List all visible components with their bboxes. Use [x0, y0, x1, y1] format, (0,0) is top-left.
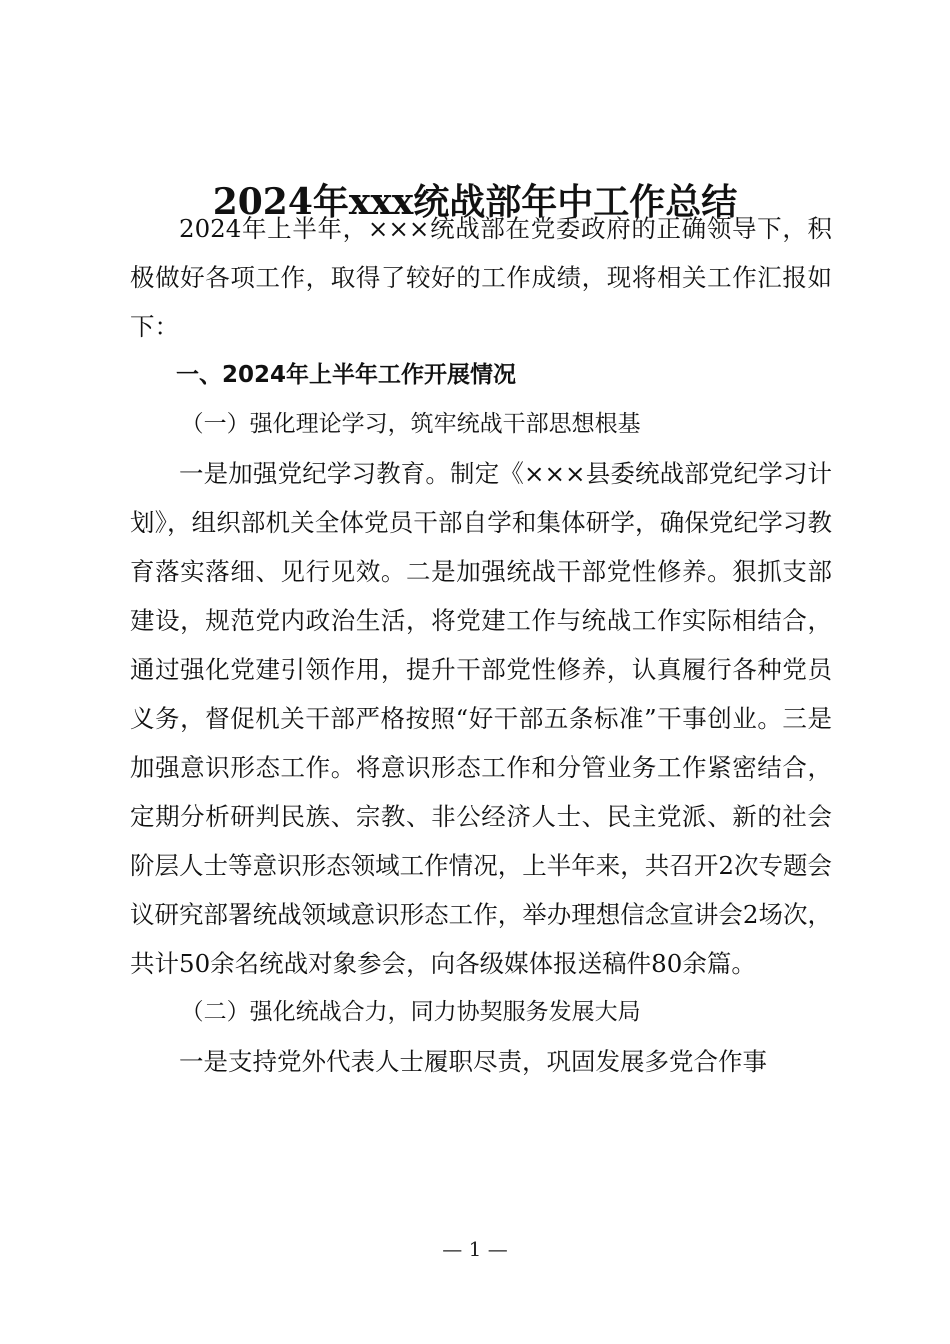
page-number: — 1 —	[442, 1237, 508, 1261]
document-body	[130, 204, 832, 1086]
subsection-heading-1: （一）强化理论学习，筑牢统战干部思想根基	[180, 411, 641, 437]
body-paragraph-1: 一是加强党纪学习教育。制定《×××县委统战部党纪学习计划》，组织部机关全体党员干部自学和集体研学，确保党纪学习教育落实落细、见行见效。二是加强统战干部党性修养。狠抓支部建设，规范党内政治生活，将党建工作与统战工作实际相结合，通过强化党建引领作用，提升干部党性修养，认真履行各种党员义务，督促机关干部严格按照“好干部五条标准”干事创业。三是加强意识形态工作。将意识形态工作和分管业务工作紧密结合，定期分析研判民族、宗教、非公经济人士、民主党派、新的社会阶层人士等意识形态领域工作情况，上半年来，共召开2次专题会议研究部署统战领域意识形态工作，举办理想信念宣讲会2场次，共计50余名统战对象参会，向各级媒体报送稿件80余篇。	[130, 459, 832, 978]
body-paragraph-2: 一是支持党外代表人士履职尽责，巩固发展多党合作事	[179, 1047, 767, 1076]
subsection-heading-2: （二）强化统战合力，同力协契服务发展大局	[180, 999, 641, 1025]
document-title: 2024年xxx统战部年中工作总结	[212, 181, 738, 223]
section-heading-1: 一、2024年上半年工作开展情况	[176, 362, 517, 388]
intro-paragraph: 2024年上半年，×××统战部在党委政府的正确领导下，积极做好各项工作，取得了较好的工作成绩，现将相关工作汇报如下：	[130, 214, 832, 341]
